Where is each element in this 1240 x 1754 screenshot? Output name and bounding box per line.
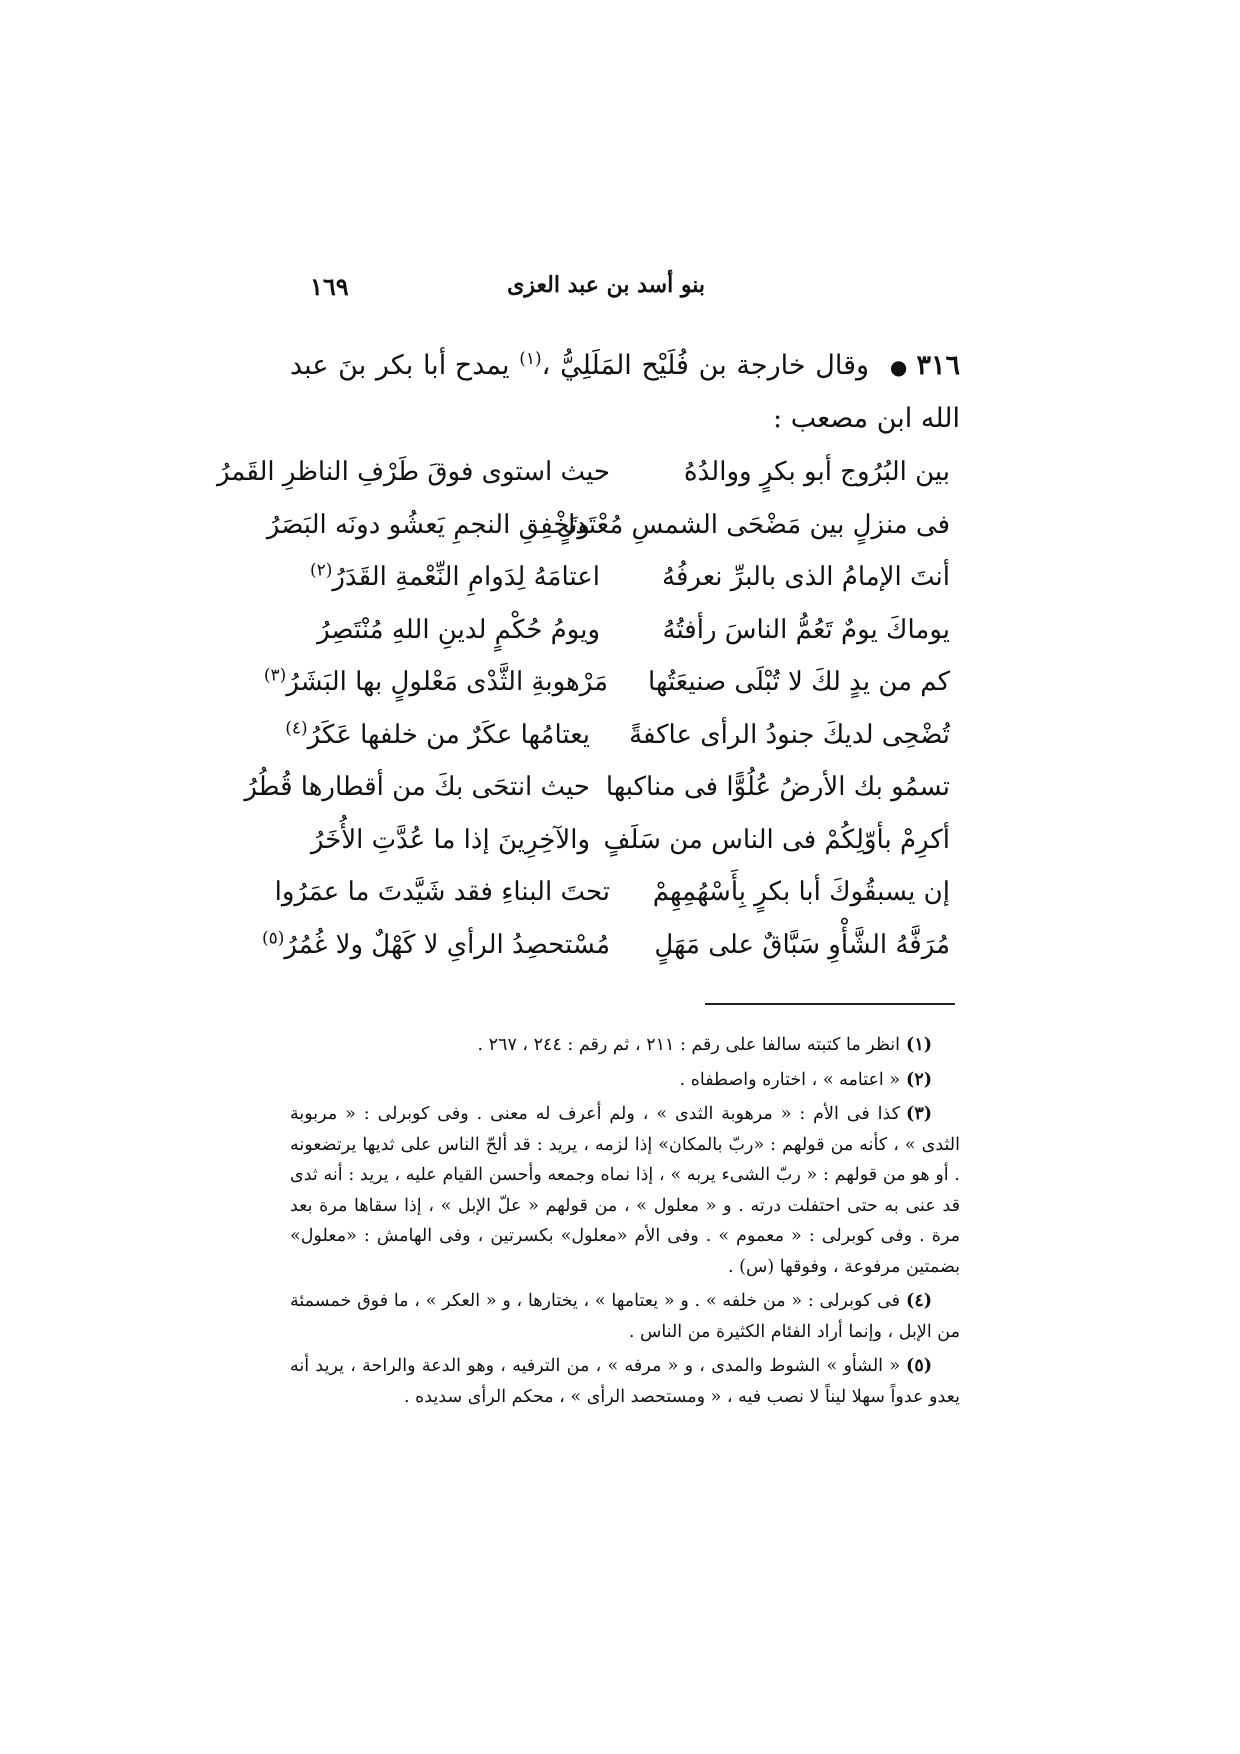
verse-first-hemistich: أنتَ الإمامُ الذى بالبرِّ نعرفُهُ (662, 562, 950, 593)
verse (290, 814, 960, 867)
verse-first-hemistich: بين البُرُوج أبو بكرٍ ووالدُهُ (684, 457, 950, 488)
verse (290, 604, 960, 657)
verse (290, 551, 960, 604)
verse-second-hemistich (285, 720, 630, 750)
footnote (290, 1099, 960, 1282)
verse-second-hemistich (244, 772, 630, 803)
footnote (290, 1030, 960, 1061)
footnote-number: (٤) (906, 1291, 932, 1311)
verse-second-hemistich (290, 825, 630, 855)
page-header (300, 272, 960, 308)
verse-first-hemistich: أكرِمْ بأوّلِكُمْ فى الناس من سَلَفٍ (603, 824, 950, 855)
verse (244, 761, 960, 814)
footnote-number: (١) (906, 1035, 932, 1055)
footnote-number: (٢) (906, 1069, 932, 1090)
footnote (290, 1351, 960, 1412)
second-hemistich-text: يعتامُها عكَرٌ من خلفها عَكَرُ (307, 719, 590, 750)
footnote-text: « اعتامه » ، اختاره واصطفاه . (679, 1069, 901, 1090)
footnote-number: (٣) (906, 1104, 932, 1124)
second-hemistich-text: والآخِرِينَ إذا ما عُدَّتِ الأُخَرُ (310, 824, 590, 855)
verse-first-hemistich: فى منزلٍ بين مَضْحَى الشمسِ مُعْتَدِلٍ (556, 509, 950, 540)
footnote (290, 1065, 960, 1096)
verse (263, 656, 960, 709)
verse-second-hemistich (266, 509, 630, 540)
footnotes (290, 1030, 960, 1416)
verse-second-hemistich (274, 877, 650, 908)
verse-second-hemistich (290, 615, 640, 645)
second-hemistich-text: اعتامَهُ لِدَوامِ النِّعْمةِ القَدَرُ (332, 562, 600, 593)
footnote-reference: (٥) (262, 928, 285, 949)
footnote-divider (705, 1003, 955, 1005)
poem-introduction (290, 340, 960, 445)
footnote-text: انظر ما كتبته سالفا على رقم : ٢١١ ، ثم رقم : ٢٤٤ ، ٢٦٧ . (477, 1035, 901, 1055)
verse-first-hemistich: تُضْحِى لديكَ جنودُ الرأى عاكفةً (629, 719, 950, 750)
second-hemistich-text: ويومُ حُكْمٍ لدينِ اللهِ مُنْتَصِرُ (317, 614, 600, 645)
footnote-reference: (١) (519, 349, 542, 369)
second-hemistich-text: وتَخْفِقِ النجمِ يَعشُو دونَه البَصَرُ (266, 509, 590, 540)
footnote (290, 1286, 960, 1347)
verse-first-hemistich: إن يسبقُوكَ أبا بكرٍ بِأَسْهُمِهِمْ (652, 877, 950, 908)
entry-number: ٣١٦ (916, 350, 960, 381)
verse-first-hemistich: كم من يدٍ لكَ لا تُبْلَى صنيعَتُها (648, 667, 950, 698)
second-hemistich-text: تحتَ البناءِ فقد شَيَّدتَ ما عمَرُوا (274, 877, 610, 908)
footnote-text: فى كوبرلى : « من خلفه » . و « يعتامها » ، يختارها ، و « العكر » ، ما فوق خمسمئة من الإبل ، وإنما أراد الفئام الكثيرة من الناس . (290, 1291, 960, 1342)
footnote-reference: (٢) (309, 560, 333, 581)
verse-second-hemistich (263, 665, 648, 698)
verse (266, 499, 960, 552)
footnote-text: كذا فى الأم : « مرهوبة الثدى » ، ولم أعرف له معنى . وفى كوبرلى : « مربوبة الثدى » ، كأنه من قولهم : «ربّ بالمكان» إذا لزمه ، يريد : قد ألحّ الناس على ثديها يرتضعونه . أو هو من قولهم : « ربّ الشىء يربه » ، إذا نماه وجمعه وأحسن القيام عليه ، يريد : أنه ثدى قد عنى به حتى احتفلت درته . و « معلول » ، من قولهم « علّ الإبل » ، إذا سقاها مرة بعد مرة . وفى كوبرلى : « معموم » . وفى الأم «معلول» بكسرتين ، وفى الهامش : «معلول» بضمتين مرفوعة ، وفوقها (س) . (290, 1104, 960, 1277)
second-hemistich-text: حيث استوى فوقَ طَرْفِ الناظرِ القَمرُ (216, 457, 610, 488)
second-hemistich-text: حيث انتحَى بكَ من أقطارها قُطُرُ (244, 772, 590, 803)
verse-first-hemistich: يوماكَ يومٌ تَعُمُّ الناسَ رأفتُهُ (662, 614, 950, 645)
verse (274, 866, 960, 919)
second-hemistich-text: مَرْهوبةِ الثَّدْى مَعْلولٍ بها البَشَرُ (286, 667, 609, 698)
verse (285, 709, 960, 762)
bullet-icon: ● (888, 355, 909, 379)
intro-text-before-ref: وقال خارجة بن فُلَيْح المَلَلِيُّ ، (541, 350, 870, 381)
second-hemistich-text: مُسْتحصِدُ الرأىِ لا كَهْلٌ ولا غُمُرُ (284, 929, 610, 960)
footnote-number: (٥) (906, 1356, 932, 1376)
verse-first-hemistich: تسمُو بك الأرضُ عُلُوًّا فى مناكبها (605, 772, 950, 803)
footnote-reference: (٤) (285, 718, 308, 739)
footnote-reference: (٣) (263, 665, 287, 686)
poem-verses (216, 446, 960, 971)
verse-first-hemistich: مُرَفَّهُ الشَّأْوِ سَبَّاقٌ على مَهَلٍ (654, 929, 950, 960)
intro-text-after-ref: يمدح أبا بكر بنَ عبد الله ابن مصعب : (290, 350, 960, 434)
verse (262, 919, 960, 972)
footnote-text: « الشأو » الشوط والمدى ، و « مرفه » ، من الترفيه ، وهو الدعة والراحة ، يريد أنه يعدو عدواً سهلا ليناً لا نصب فيه ، « ومستحصد الرأى » ، محكم الرأى سديده . (290, 1356, 960, 1407)
running-title: بنو أسد بن عبد العزى (507, 272, 705, 298)
verse-second-hemistich (216, 457, 650, 488)
verse (216, 446, 960, 499)
verse-second-hemistich (262, 928, 650, 960)
page-number: ١٦٩ (310, 272, 349, 301)
verse-second-hemistich (290, 562, 640, 592)
